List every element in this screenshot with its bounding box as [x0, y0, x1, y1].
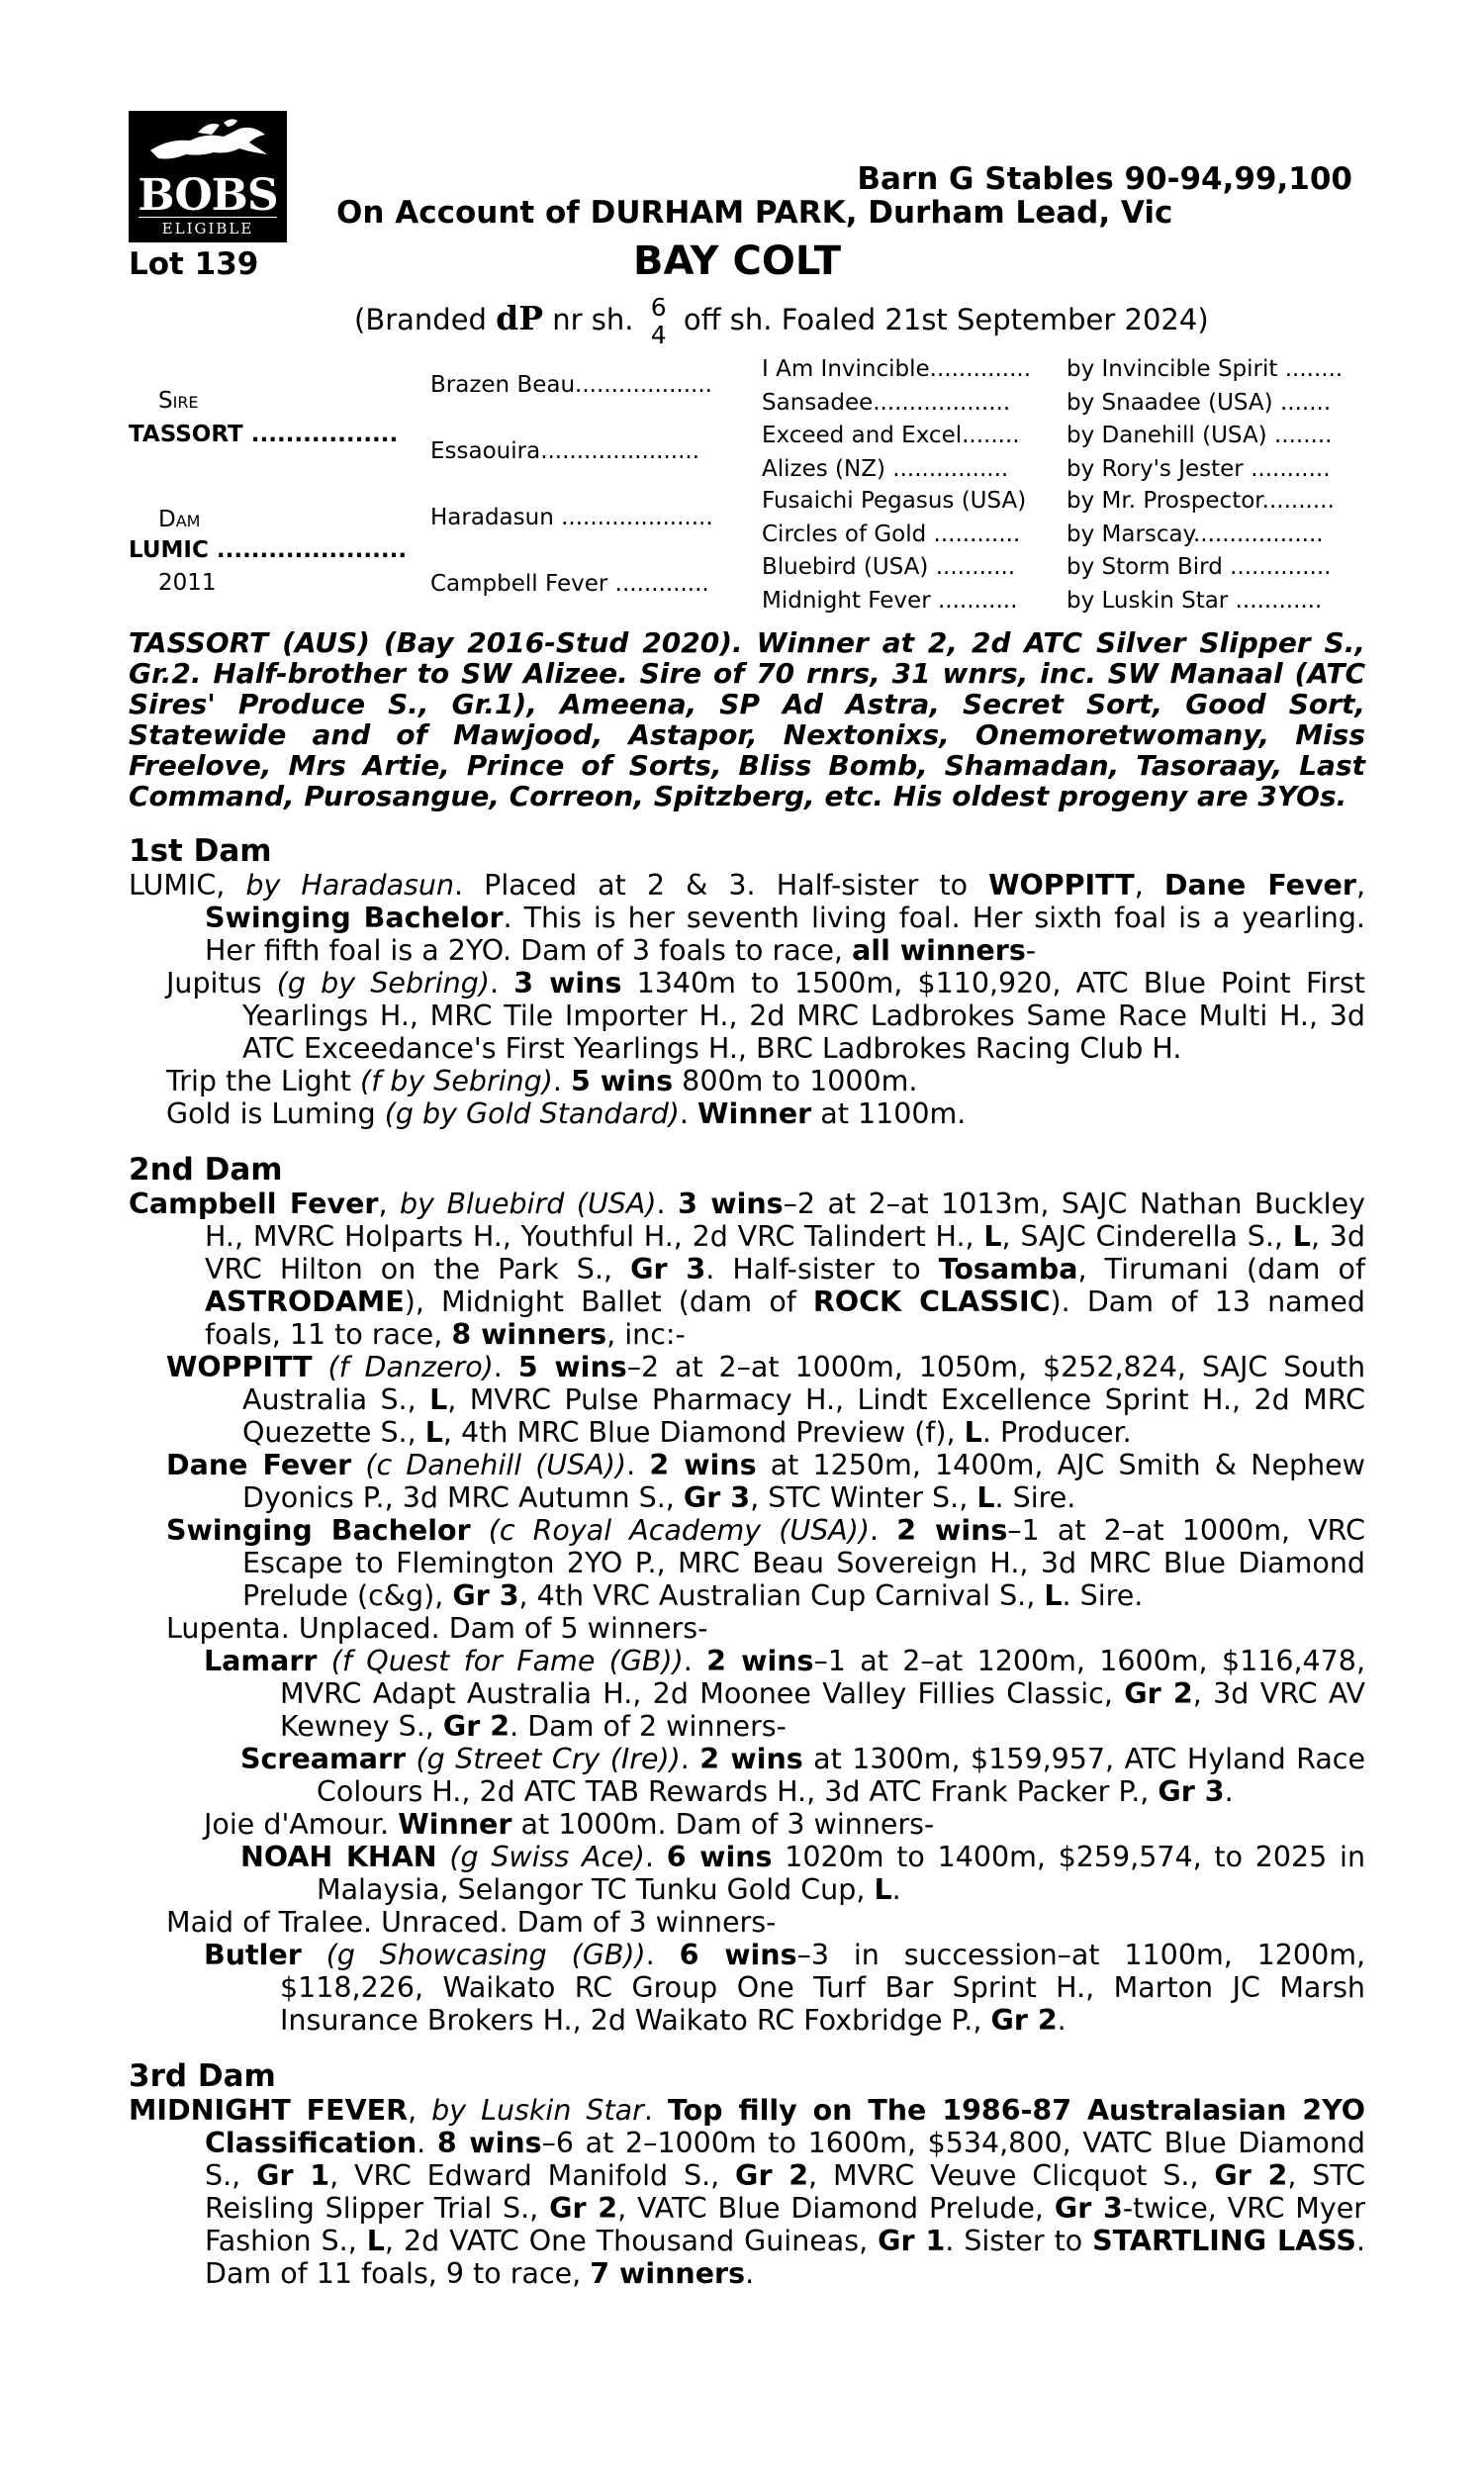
g3-6: Circles of Gold ............: [762, 522, 1021, 547]
bobs-eligible-logo: [129, 111, 287, 242]
logo-brand-text: BOBS: [138, 170, 278, 221]
brand-mark: dP: [496, 299, 544, 337]
progeny-swinging-bachelor: Swinging Bachelor (c Royal Academy (USA)). 2 wins–1 at 2–at 1000m, VRC Escape to Flemington 2YO P., MRC Beau Sovereign H., 3d MRC Blue Diamond Prelude (c&g), Gr 3, 4th VRC Australian Cup Carnival S., L. Sire.: [166, 1514, 1365, 1612]
g3-1: I Am Invincible..............: [762, 356, 1032, 382]
catalogue-body: [129, 627, 1365, 2290]
dam-sire: Haradasun .....................: [430, 505, 713, 530]
lot-number: Lot 139: [129, 246, 259, 282]
second-dam-paragraph: Campbell Fever, by Bluebird (USA). 3 wins–2 at 2–at 1013m, SAJC Nathan Buckley H., MVRC Holparts H., Youthful H., 2d VRC Talindert H., L, SAJC Cinderella S., L, 3d VRC Hilton on the Park S., Gr 3. Half-sister to Tosamba, Tirumani (dam of ASTRODAME), Midnight Ballet (dam of ROCK CLASSIC). Dam of 13 named foals, 11 to race, 8 winners, inc:-: [129, 1188, 1365, 1351]
g3-7-by: by Storm Bird ..............: [1067, 554, 1332, 580]
progeny-trip-the-light: Trip the Light (f by Sebring). 5 wins 800m to 1000m.: [166, 1065, 918, 1097]
first-dam-heading: 1st Dam: [129, 833, 272, 869]
progeny-dane-fever: Dane Fever (c Danehill (USA)). 2 wins at 1250m, 1400m, AJC Smith & Nephew Dyonics P., 3d MRC Autumn S., Gr 3, STC Winter S., L. Sire.: [166, 1449, 1365, 1514]
g3-8-by: by Luskin Star ............: [1067, 588, 1323, 614]
third-dam-heading: 3rd Dam: [129, 2058, 276, 2094]
g3-5-by: by Mr. Prospector..........: [1067, 488, 1335, 514]
g3-2: Sansadee...................: [762, 390, 1011, 416]
g3-1-by: by Invincible Spirit ........: [1067, 356, 1344, 382]
progeny-jupitus: Jupitus (g by Sebring). 3 wins 1340m to 1500m, $110,920, ATC Blue Point First Yearlings H., MRC Tile Importer H., 2d MRC Ladbrokes Same Race Multi H., 3d ATC Exceedance's First Yearlings H., BRC Ladbrokes Racing Club H.: [166, 967, 1365, 1065]
g3-3-by: by Danehill (USA) ........: [1067, 423, 1333, 448]
g3-5: Fusaichi Pegasus (USA): [762, 488, 1027, 514]
progeny-joie-damour: Joie d'Amour. Winner at 1000m. Dam of 3 winners-: [204, 1808, 935, 1841]
vendor-account: On Account of DURHAM PARK, Durham Lead, Vic: [336, 195, 1173, 231]
g3-6-by: by Marscay..................: [1067, 522, 1324, 547]
brand-open: (Branded: [354, 303, 487, 336]
logo-eligible-text: ELIGIBLE: [139, 217, 277, 238]
progeny-screamarr: Screamarr (g Street Cry (Ire)). 2 wins at 1300m, $159,957, ATC Hyland Race Colours H., 2d ATC TAB Rewards H., 3d ATC Frank Packer P., Gr 3.: [240, 1743, 1365, 1808]
g3-8: Midnight Fever ...........: [762, 588, 1018, 614]
third-dam-paragraph: MIDNIGHT FEVER, by Luskin Star. Top filly on The 1986-87 Australasian 2YO Classification. 8 wins–6 at 2–1000m to 1600m, $534,800, VATC Blue Diamond S., Gr 1, VRC Edward Manifold S., Gr 2, MVRC Veuve Clicquot S., Gr 2, STC Reisling Slipper Trial S., Gr 2, VATC Blue Diamond Prelude, Gr 3-twice, VRC Myer Fashion S., L, 2d VATC One Thousand Guineas, Gr 1. Sister to STARTLING LASS. Dam of 11 foals, 9 to race, 7 winners.: [129, 2094, 1366, 2290]
progeny-lupenta: Lupenta. Unplaced. Dam of 5 winners-: [166, 1612, 708, 1645]
progeny-noah-khan: NOAH KHAN (g Swiss Ace). 6 wins 1020m to 1400m, $259,574, to 2025 in Malaysia, Selangor TC Tunku Gold Cup, L.: [240, 1841, 1366, 1906]
progeny-woppitt: WOPPITT (f Danzero). 5 wins–2 at 2–at 1000m, 1050m, $252,824, SAJC South Australia S., L, MVRC Pulse Pharmacy H., Lindt Excellence Sprint H., 2d MRC Quezette S., L, 4th MRC Blue Diamond Preview (f), L. Producer.: [166, 1351, 1366, 1449]
g3-4-by: by Rory's Jester ...........: [1067, 456, 1331, 482]
horse-title: BAY COLT: [633, 238, 842, 284]
progeny-lamarr: Lamarr (f Quest for Fame (GB)). 2 wins–1 at 2–at 1200m, 1600m, $116,478, MVRC Adapt Australia H., 2d Moonee Valley Fillies Classic, Gr 2, 3d VRC AV Kewney S., Gr 2. Dam of 2 winners-: [204, 1645, 1366, 1743]
brand-near: nr sh.: [552, 303, 634, 336]
brand-line: [354, 294, 1209, 349]
progeny-maid-of-tralee: Maid of Tralee. Unraced. Dam of 3 winners-: [166, 1906, 777, 1939]
first-dam-paragraph: LUMIC, by Haradasun. Placed at 2 & 3. Half-sister to WOPPITT, Dane Fever, Swinging Bachelor. This is her seventh living foal. Her sixth foal is a yearling. Her fifth foal is a 2YO. Dam of 3 foals to race, all winners-: [129, 869, 1365, 967]
g3-2-by: by Snaadee (USA) .......: [1067, 390, 1332, 416]
second-dam-heading: 2nd Dam: [129, 1152, 283, 1188]
sire-name: TASSORT .................: [129, 422, 399, 447]
brand-number: 6 4: [650, 293, 667, 349]
dam-name: LUMIC ......................: [129, 537, 408, 563]
sire-notes: TASSORT (AUS) (Bay 2016-Stud 2020). Winner at 2, 2d ATC Silver Slipper S., Gr.2. Half-brother to SW Alizee. Sire of 70 rnrs, 31 wnrs, inc. SW Manaal (ATC Sires' Produce S., Gr.1), Ameena, SP Ad Astra, Secret Sort, Good Sort, Statewide and of Mawjood, Astapor, Nextonixs, Onemoretwomany, Miss Freelove, Mrs Artie, Prince of Sorts, Bliss Bomb, Shamadan, Tasoraay, Last Command, Purosangue, Correon, Spitzberg, etc. His oldest progeny are 3YOs.: [129, 626, 1365, 812]
sire-dam: Essaouira......................: [430, 438, 700, 464]
dam-label: Dam: [158, 507, 201, 532]
barn-location: Barn G Stables 90-94,99,100: [857, 161, 1352, 197]
brand-off-foaled: off sh. Foaled 21st September 2024): [683, 303, 1209, 336]
g3-4: Alizes (NZ) ................: [762, 456, 1009, 482]
g3-7: Bluebird (USA) ...........: [762, 554, 1016, 580]
dam-year: 2011: [158, 570, 217, 596]
dam-dam: Campbell Fever .............: [430, 571, 709, 597]
progeny-gold-is-luming: Gold is Luming (g by Gold Standard). Winner at 1100m.: [166, 1097, 967, 1130]
sire-sire: Brazen Beau...................: [430, 372, 712, 398]
g3-3: Exceed and Excel........: [762, 423, 1020, 448]
sire-label: Sire: [158, 388, 199, 414]
progeny-butler: Butler (g Showcasing (GB)). 6 wins–3 in succession–at 1100m, 1200m, $118,226, Waikato RC Group One Turf Bar Sprint H., Marton JC Marsh Insurance Brokers H., 2d Waikato RC Foxbridge P., Gr 2.: [204, 1939, 1366, 2037]
